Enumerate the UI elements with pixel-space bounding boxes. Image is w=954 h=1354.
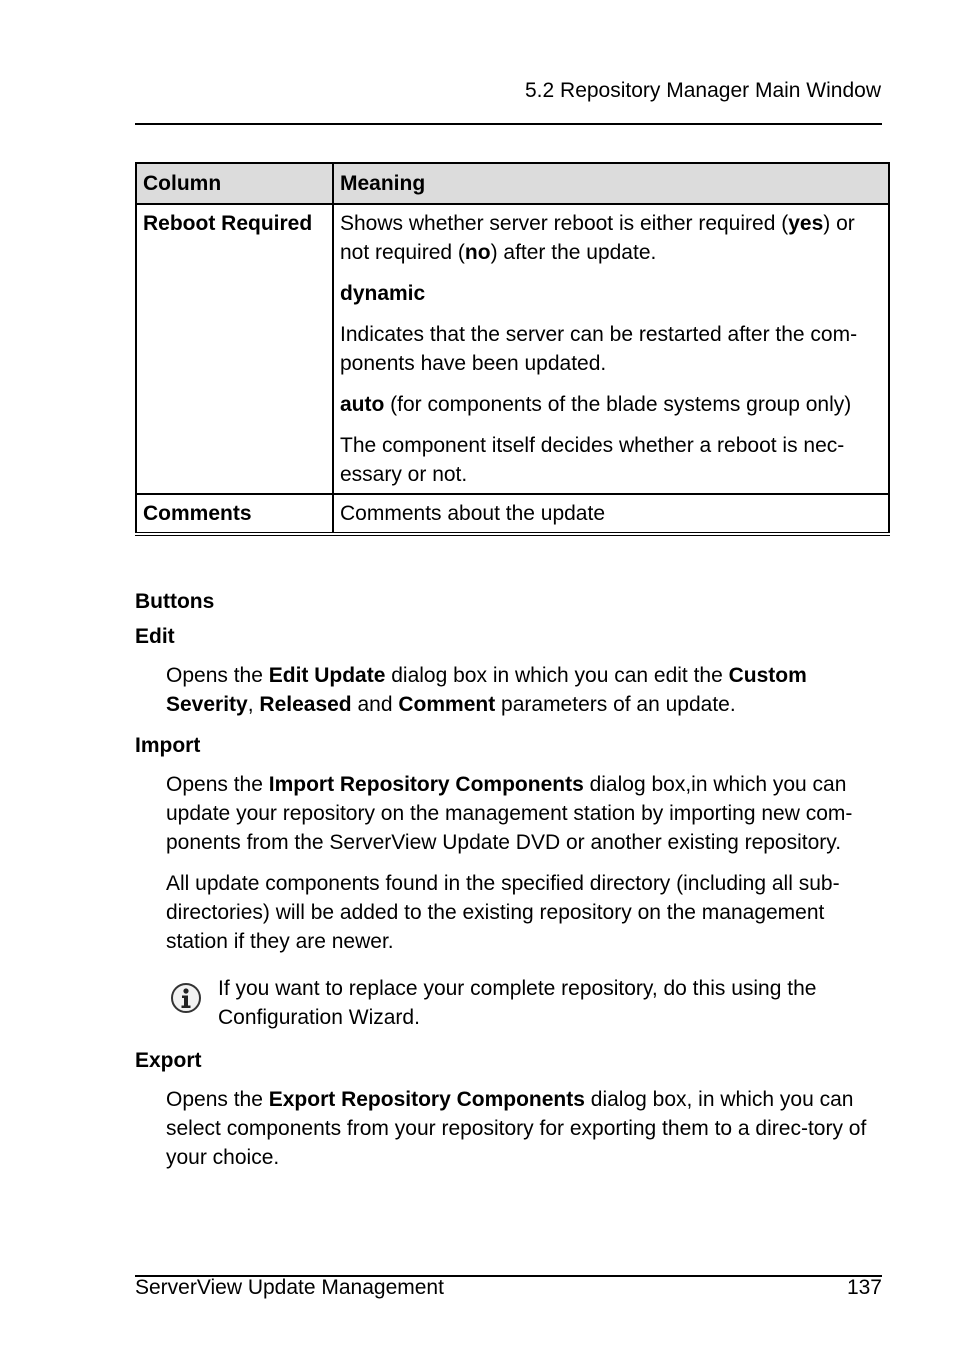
text: Shows whether server reboot is either required ( xyxy=(340,212,789,235)
table-cell-term: Comments xyxy=(136,494,333,534)
dialog-name: Edit Update xyxy=(268,664,386,687)
buttons-heading: Buttons xyxy=(135,590,215,613)
dynamic-label xyxy=(340,279,882,308)
note-text: If you want to replace your complete repository, do this using the Configuration Wizard. xyxy=(218,977,817,1029)
text: ) or not required ( xyxy=(340,212,855,264)
text: (for components of the blade systems group only) xyxy=(384,393,852,416)
dialog-name: Export Repository Components xyxy=(268,1088,585,1111)
text: ) after the update. xyxy=(490,241,657,264)
import-heading: Import xyxy=(135,734,201,757)
export-description xyxy=(166,1085,885,1172)
table-row xyxy=(136,204,889,494)
dynamic-description: Indicates that the server can be restarted after the com-ponents have been updated. xyxy=(340,323,858,375)
parameter-name: Released xyxy=(259,693,352,716)
text: Opens the xyxy=(166,664,269,687)
header-rule xyxy=(135,123,882,125)
text: and xyxy=(351,693,399,716)
text: Opens the xyxy=(166,773,269,796)
table-header-column: Column xyxy=(136,163,333,204)
value-yes: yes xyxy=(788,212,824,235)
edit-description xyxy=(166,661,885,719)
info-note xyxy=(166,974,885,1032)
dialog-name: Import Repository Components xyxy=(268,773,584,796)
text: dialog box in which you can edit the xyxy=(385,664,729,687)
text: parameters of an update. xyxy=(495,693,736,716)
table-row xyxy=(136,494,889,534)
reboot-description xyxy=(340,209,882,267)
import-description xyxy=(166,770,885,857)
value-auto: auto xyxy=(340,393,385,416)
running-header: 5.2 Repository Manager Main Window xyxy=(525,79,881,102)
column-meaning-table xyxy=(135,162,890,536)
page-number: 137 xyxy=(846,1276,882,1299)
table-header-row xyxy=(136,163,889,204)
buttons-section xyxy=(135,587,885,1184)
text: dialog box,in which you can update your repository on the management station by importing new com-ponents from the ServerView Update DVD or another existing repository. xyxy=(166,773,853,854)
auto-description: The component itself decides whether a reboot is nec-essary or not. xyxy=(340,434,845,486)
table-cell-term: Reboot Required xyxy=(136,204,333,494)
text: Opens the xyxy=(166,1088,269,1111)
parameter-name: Custom Severity xyxy=(166,664,807,716)
text: , xyxy=(247,693,260,716)
parameter-name: Comment xyxy=(398,693,496,716)
value-dynamic: dynamic xyxy=(340,282,426,305)
table-header-meaning: Meaning xyxy=(333,163,889,204)
text: dialog box, in which you can select components from your repository for exporting them to a direc-tory of your choice. xyxy=(166,1088,867,1169)
import-details: All update components found in the specified directory (including all sub-directories) will be added to the existing repository on the management station if they are newer. xyxy=(166,872,840,953)
export-heading: Export xyxy=(135,1049,202,1072)
info-icon xyxy=(170,982,202,1014)
edit-heading: Edit xyxy=(135,625,175,648)
auto-label xyxy=(340,390,882,419)
footer-title: ServerView Update Management xyxy=(135,1276,444,1299)
table-cell-meaning: Comments about the update xyxy=(333,494,889,534)
value-no: no xyxy=(464,241,491,264)
table-cell-meaning xyxy=(333,204,889,494)
